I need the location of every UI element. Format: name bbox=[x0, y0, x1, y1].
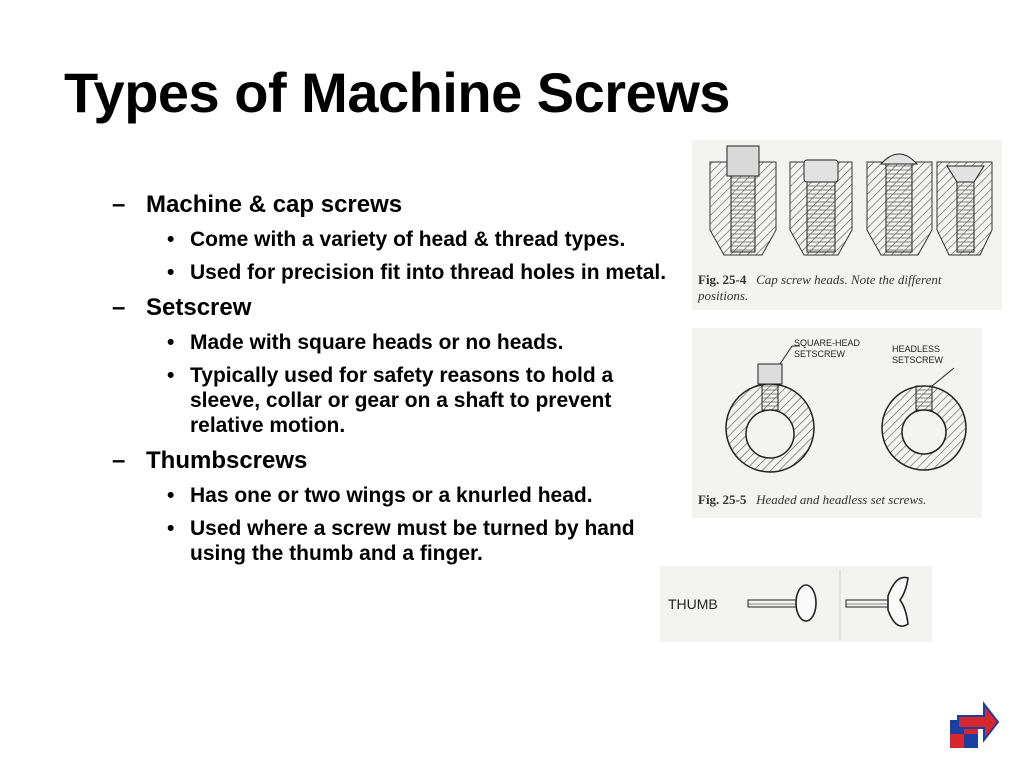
thumb-label: THUMB bbox=[668, 596, 718, 612]
thumb-screw-illustration bbox=[660, 566, 932, 642]
sub-bullet: • Used where a screw must be turned by hand using the thumb and a finger. bbox=[167, 517, 635, 565]
sub-bullet: • Come with a variety of head & thread types. bbox=[167, 228, 626, 251]
sub-bullet: • Has one or two wings or a knurled head. bbox=[167, 484, 593, 507]
headless-label-line1: HEADLESS bbox=[892, 344, 941, 354]
cap-screw-figure bbox=[692, 140, 1002, 310]
logo-icon bbox=[944, 700, 1000, 754]
square-head-label-line1: SQUARE-HEAD bbox=[794, 338, 861, 348]
sub-bullet: • Used for precision fit into thread holes in metal. bbox=[167, 261, 667, 284]
set-screw-caption: Fig. 25-5 Headed and headless set screws. bbox=[698, 492, 927, 507]
sub-bullet: • Typically used for safety reasons to hold a sleeve, collar or gear on a shaft to prevent relative motion. bbox=[167, 364, 614, 437]
bullet-thumbscrews: – Thumbscrews bbox=[112, 447, 308, 474]
slide-title: Types of Machine Screws bbox=[64, 61, 730, 124]
bullet-list bbox=[112, 182, 672, 566]
thumb-screw-figure bbox=[660, 566, 932, 642]
cap-screw-caption: Fig. 25-4 Cap screw heads. Note the different positions. bbox=[698, 272, 942, 303]
sub-bullet: • Made with square heads or no heads. bbox=[167, 331, 564, 354]
headless-label-line2: SETSCREW bbox=[892, 355, 944, 365]
cap-screw-heads-illustration bbox=[692, 140, 1002, 270]
square-head-label-line2: SETSCREW bbox=[794, 349, 846, 359]
bullet-setscrew: – Setscrew bbox=[112, 294, 252, 321]
bullet-machine-cap-screws: – Machine & cap screws bbox=[112, 191, 403, 218]
set-screw-figure bbox=[692, 328, 982, 518]
set-screw-illustration bbox=[692, 328, 982, 488]
